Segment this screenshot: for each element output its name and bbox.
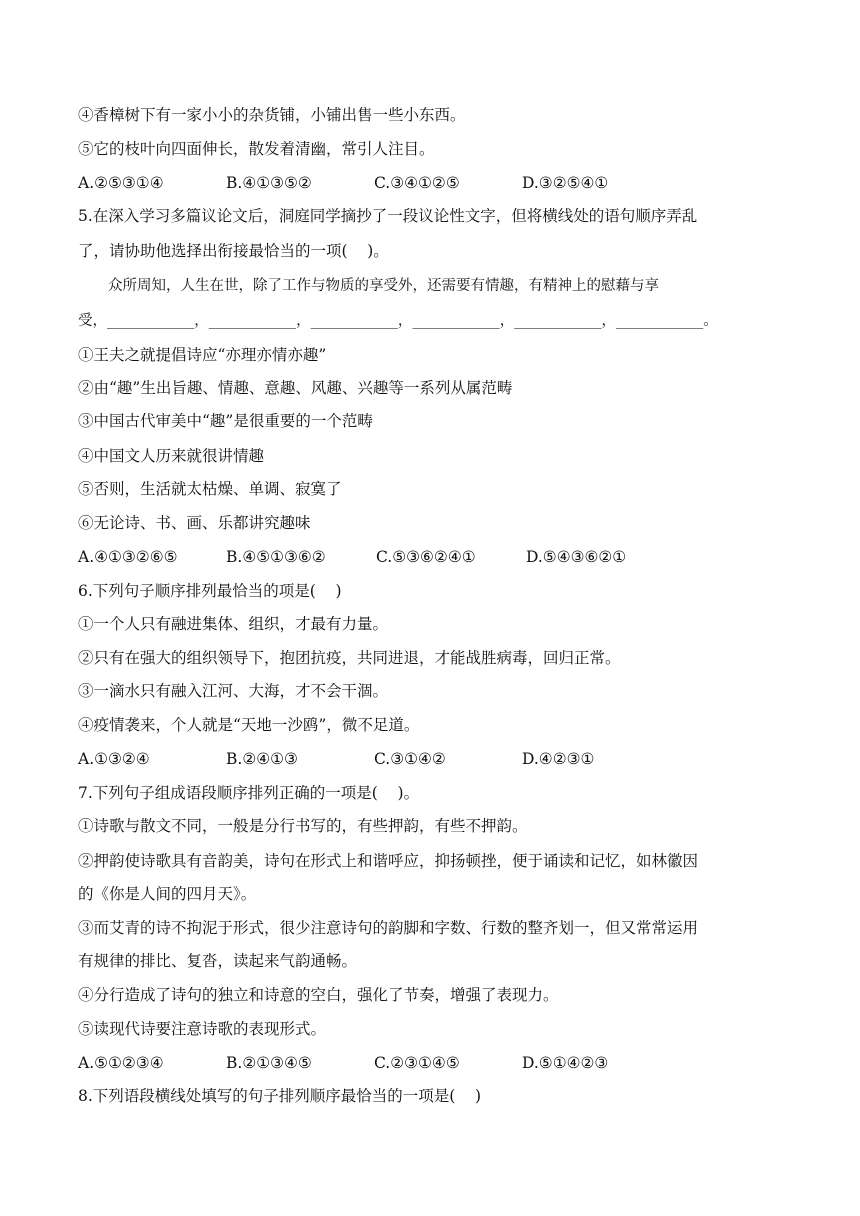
q5-option-c[interactable]: C.⑤③⑥②④① bbox=[376, 548, 476, 566]
q5-passage-line-1: 众所周知，人生在世，除了工作与物质的享受外，还需要有情趣，有精神上的慰藉与享 bbox=[108, 278, 659, 294]
q7-item-2-line-2: 的《你是人间的四月天》。 bbox=[78, 885, 257, 903]
q6-options bbox=[78, 748, 788, 770]
q5-stem-line-2: 了，请协助他选择出衔接最恰当的一项( )。 bbox=[78, 242, 389, 260]
q5-item-2: ②由“趣”生出旨趣、情趣、意趣、风趣、兴趣等一系列从属范畴 bbox=[78, 379, 513, 397]
q7-option-b[interactable]: B.②①③④⑤ bbox=[226, 1054, 312, 1072]
q5-options bbox=[78, 546, 788, 568]
q7-option-c[interactable]: C.②③①④⑤ bbox=[374, 1054, 460, 1072]
q7-item-1: ①诗歌与散文不同，一般是分行书写的，有些押韵，有些不押韵。 bbox=[78, 817, 528, 835]
q4-option-c[interactable]: C.③④①②⑤ bbox=[374, 174, 460, 192]
q6-item-2: ②只有在强大的组织领导下，抱团抗疫，共同进退，才能战胜病毒，回归正常。 bbox=[78, 649, 621, 667]
q7-item-4: ④分行造成了诗句的独立和诗意的空白，强化了节奏，增强了表现力。 bbox=[78, 986, 559, 1004]
q7-item-2-line-1: ②押韵使诗歌具有音韵美，诗句在形式上和谐呼应，抑扬顿挫，便于诵读和记忆，如林徽因 bbox=[78, 852, 699, 870]
q7-stem: 7.下列句子组成语段顺序排列正确的一项是( )。 bbox=[78, 784, 420, 802]
q4-option-b[interactable]: B.④①③⑤② bbox=[226, 174, 312, 192]
q4-option-a[interactable]: A.②⑤③①④ bbox=[78, 174, 164, 192]
q5-option-b[interactable]: B.④⑤①③⑥② bbox=[226, 548, 326, 566]
q7-option-a[interactable]: A.⑤①②③④ bbox=[78, 1054, 164, 1072]
q6-item-4: ④疫情袭来，个人就是“天地一沙鸥”，微不足道。 bbox=[78, 716, 420, 734]
q7-item-3-line-2: 有规律的排比、复沓，读起来气韵通畅。 bbox=[78, 952, 358, 970]
q7-option-d[interactable]: D.⑤①④②③ bbox=[522, 1054, 609, 1072]
q5-item-6: ⑥无论诗、书、画、乐都讲究趣味 bbox=[78, 514, 311, 532]
q4-options bbox=[78, 172, 788, 194]
q5-passage-line-2: 受，__________，__________，__________，__________，__________，__________。 bbox=[78, 313, 718, 329]
q4-option-d[interactable]: D.③②⑤④① bbox=[522, 174, 609, 192]
q6-option-b[interactable]: B.②④①③ bbox=[226, 750, 298, 768]
q6-stem: 6.下列句子顺序排列最恰当的项是( ) bbox=[78, 582, 342, 600]
q5-item-5: ⑤否则，生活就太枯燥、单调、寂寞了 bbox=[78, 480, 342, 498]
q4-item-5: ⑤它的枝叶向四面伸长，散发着清幽，常引人注目。 bbox=[78, 140, 435, 158]
q5-item-4: ④中国文人历来就很讲情趣 bbox=[78, 447, 265, 465]
q5-item-3: ③中国古代审美中“趣”是很重要的一个范畴 bbox=[78, 412, 373, 430]
q6-option-a[interactable]: A.①③②④ bbox=[78, 750, 150, 768]
q4-item-4: ④香樟树下有一家小小的杂货铺，小铺出售一些小东西。 bbox=[78, 106, 466, 124]
q5-option-d[interactable]: D.⑤④③⑥②① bbox=[526, 548, 627, 566]
q6-option-c[interactable]: C.③①④② bbox=[374, 750, 446, 768]
q7-item-3-line-1: ③而艾青的诗不拘泥于形式，很少注意诗句的韵脚和字数、行数的整齐划一，但又常常运用 bbox=[78, 919, 699, 937]
q6-option-d[interactable]: D.④②③① bbox=[522, 750, 595, 768]
q5-stem-line-1: 5.在深入学习多篇议论文后，洞庭同学摘抄了一段议论性文字，但将横线处的语句顺序弄乱 bbox=[78, 207, 698, 225]
q5-option-a[interactable]: A.④①③②⑥⑤ bbox=[78, 548, 178, 566]
q7-item-5: ⑤读现代诗要注意诗歌的表现形式。 bbox=[78, 1020, 327, 1038]
q6-item-1: ①一个人只有融进集体、组织，才最有力量。 bbox=[78, 615, 389, 633]
q5-item-1: ①王夫之就提倡诗应“亦理亦情亦趣” bbox=[78, 346, 327, 364]
q7-options bbox=[78, 1052, 788, 1074]
q6-item-3: ③一滴水只有融入江河、大海，才不会干涸。 bbox=[78, 682, 389, 700]
q8-stem: 8.下列语段横线处填写的句子排列顺序最恰当的一项是( ) bbox=[78, 1087, 482, 1105]
